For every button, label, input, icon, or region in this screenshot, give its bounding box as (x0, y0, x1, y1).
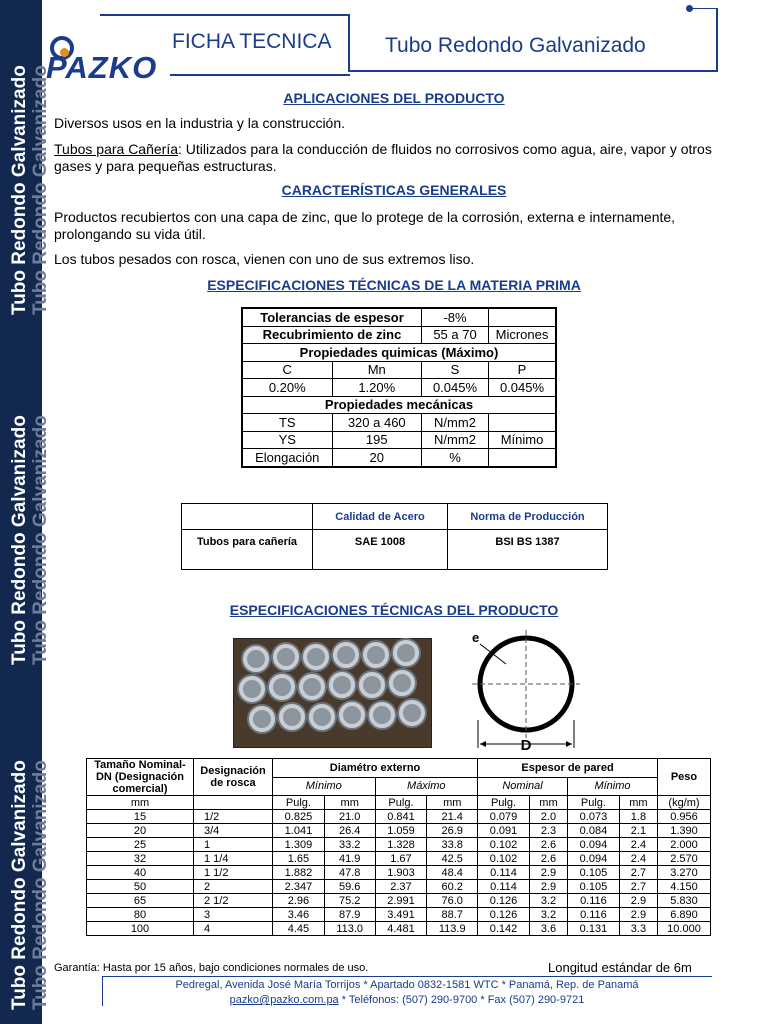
table-cell: 0.131 (567, 922, 619, 936)
table-cell: 2.991 (375, 894, 427, 908)
table-cell: 0.105 (567, 880, 619, 894)
table-cell: 1.67 (375, 852, 427, 866)
sidebar-band (0, 0, 51, 1024)
calidad-table (181, 503, 608, 570)
subheader-minimo: Mínimo (567, 777, 657, 796)
table-cell: 1.041 (273, 824, 325, 838)
table-cell: 0.114 (478, 880, 530, 894)
calidad-header: Calidad de Acero (313, 504, 448, 530)
pipe-cross-section-icon (466, 628, 586, 752)
sidebar-label-ghost: Tubo Redondo Galvanizado (30, 415, 51, 665)
pipe-section-diagram (466, 628, 586, 752)
table-cell: 59.6 (324, 880, 375, 894)
pipes-photo-graphic (234, 639, 431, 747)
table-cell: 33.2 (324, 838, 375, 852)
table-cell: 0.084 (567, 824, 619, 838)
quimicas-title: Propiedades quimicas (Máximo) (242, 344, 556, 362)
caracteristicas-p2: Los tubos pesados con rosca, vienen con uno de sus extremos liso. (54, 251, 475, 267)
unit-cell: mm (427, 796, 478, 810)
longitud-text: Longitud estándar de 6m (548, 960, 692, 975)
table-cell: 2.000 (658, 838, 711, 852)
table-cell: 113.0 (324, 922, 375, 936)
calidad-cell: BSI BS 1387 (448, 530, 608, 570)
quimica-value: 1.20% (332, 379, 422, 397)
header-rule (690, 8, 718, 9)
table-cell: 80 (87, 908, 194, 922)
table-cell: 3.491 (375, 908, 427, 922)
table-cell: 60.2 (427, 880, 478, 894)
table-cell: 0.114 (478, 866, 530, 880)
table-cell: 2.96 (273, 894, 325, 908)
table-cell: 2.6 (529, 838, 567, 852)
table-cell: 0.956 (658, 810, 711, 824)
product-specs-table (86, 758, 711, 936)
table-cell: 0.126 (478, 908, 530, 922)
table-cell: 1.328 (375, 838, 427, 852)
table-cell: 0.091 (478, 824, 530, 838)
table-cell: 0.116 (567, 894, 619, 908)
table-cell: 26.9 (427, 824, 478, 838)
unit-cell: Pulg. (375, 796, 427, 810)
table-cell: 4.45 (273, 922, 325, 936)
col-header-rosca: Designación de rosca (194, 759, 273, 796)
quimica-header: S (422, 361, 489, 379)
table-cell: 0.105 (567, 866, 619, 880)
garantia-text: Garantía: Hasta por 15 años, bajo condiciones normales de uso. (54, 962, 369, 974)
table-cell: 1.390 (658, 824, 711, 838)
table-cell: 0.079 (478, 810, 530, 824)
table-cell: 48.4 (427, 866, 478, 880)
table-cell: 50 (87, 880, 194, 894)
table-cell: 1.882 (273, 866, 325, 880)
sidebar-label: Tubo Redondo Galvanizado (9, 65, 30, 315)
table-cell: 3.6 (529, 922, 567, 936)
quimica-header: C (242, 361, 332, 379)
quimica-value: 0.045% (489, 379, 557, 397)
table-cell: 3.3 (619, 922, 657, 936)
calidad-header (182, 504, 313, 530)
table-cell: 75.2 (324, 894, 375, 908)
mecanica-cell: Mínimo (489, 431, 557, 449)
table-cell: 88.7 (427, 908, 478, 922)
table-cell: 21.4 (427, 810, 478, 824)
mecanica-cell: YS (242, 431, 332, 449)
header-rule (100, 14, 350, 16)
quimica-header: Mn (332, 361, 422, 379)
footer-rule (102, 976, 712, 977)
table-row (87, 894, 711, 908)
table-cell: 4.481 (375, 922, 427, 936)
col-header-tamano: Tamaño Nominal-DN (Designación comercial) (87, 759, 194, 796)
table-cell: 4 (194, 922, 273, 936)
table-cell: 15 (87, 810, 194, 824)
table-cell: 2.0 (529, 810, 567, 824)
table-cell: 0.142 (478, 922, 530, 936)
sidebar-label: Tubo Redondo Galvanizado (9, 760, 30, 1010)
table-cell: 32 (87, 852, 194, 866)
section-title-producto: ESPECIFICACIONES TÉCNICAS DEL PRODUCTO (229, 602, 559, 618)
tolerancia-blank (489, 308, 557, 326)
sidebar-label-ghost: Tubo Redondo Galvanizado (30, 760, 51, 1010)
table-cell: 3/4 (194, 824, 273, 838)
unit-cell: Pulg. (273, 796, 325, 810)
table-cell: 2.9 (529, 866, 567, 880)
mecanica-cell: 320 a 460 (332, 414, 422, 432)
table-cell: 1.65 (273, 852, 325, 866)
mecanica-cell: 195 (332, 431, 422, 449)
table-cell: 20 (87, 824, 194, 838)
table-cell: 2.7 (619, 880, 657, 894)
table-cell: 2.9 (619, 908, 657, 922)
mecanica-cell: TS (242, 414, 332, 432)
unit-cell: mm (324, 796, 375, 810)
zinc-value: 55 a 70 (422, 326, 489, 344)
unit-cell: mm (87, 796, 194, 810)
table-cell: 0.073 (567, 810, 619, 824)
table-cell: 1.903 (375, 866, 427, 880)
table-cell: 25 (87, 838, 194, 852)
calidad-cell: Tubos para cañería (182, 530, 313, 570)
mecanica-cell: % (422, 449, 489, 467)
table-cell: 21.0 (324, 810, 375, 824)
sidebar-label: Tubo Redondo Galvanizado (9, 415, 30, 665)
table-row (87, 838, 711, 852)
table-row (87, 922, 711, 936)
table-cell: 3.2 (529, 908, 567, 922)
table-cell: 87.9 (324, 908, 375, 922)
tolerancia-value: -8% (422, 308, 489, 326)
table-cell: 2.3 (529, 824, 567, 838)
table-cell: 3 (194, 908, 273, 922)
header-rule (170, 74, 350, 76)
unit-cell: Pulg. (478, 796, 530, 810)
table-row (87, 908, 711, 922)
table-cell: 47.8 (324, 866, 375, 880)
mecanica-cell: 20 (332, 449, 422, 467)
table-cell: 3.46 (273, 908, 325, 922)
caracteristicas-p1: Productos recubiertos con una capa de zinc, que lo protege de la corrosión, externa e internamente, prolongando su vida útil. (54, 209, 676, 242)
diagram-e-label: e (472, 630, 480, 645)
table-cell: 1.8 (619, 810, 657, 824)
table-cell: 3.2 (529, 894, 567, 908)
col-header-espesor: Espesor de pared (478, 759, 658, 778)
header-rule (348, 70, 718, 72)
table-cell: 2.7 (619, 866, 657, 880)
table-cell: 2.570 (658, 852, 711, 866)
table-cell: 42.5 (427, 852, 478, 866)
aplicaciones-p1: Diversos usos en la industria y la construcción. (54, 115, 346, 131)
mecanica-cell: N/mm2 (422, 431, 489, 449)
mecanica-cell (489, 414, 557, 432)
table-cell: 5.830 (658, 894, 711, 908)
ficha-tecnica-label: FICHA TECNICA (172, 30, 332, 53)
table-cell: 1/2 (194, 810, 273, 824)
calidad-header: Norma de Producción (448, 504, 608, 530)
table-cell: 0.116 (567, 908, 619, 922)
section-title-materia-prima: ESPECIFICACIONES TÉCNICAS DE LA MATERIA PRIMA (207, 277, 581, 293)
quimica-header: P (489, 361, 557, 379)
col-header-diametro: Diamétro externo (273, 759, 478, 778)
table-cell: 26.4 (324, 824, 375, 838)
subheader-nominal: Nominal (478, 777, 568, 796)
footer-address: Pedregal, Avenida José María Torrijos * Apartado 0832-1581 WTC * Panamá, Rep. de Panamá (175, 979, 639, 991)
pipes-photo (233, 638, 432, 748)
table-cell: 41.9 (324, 852, 375, 866)
tubos-canieria-label: Tubos para Cañería (54, 141, 178, 157)
mecanica-cell (489, 449, 557, 467)
tolerancia-label: Tolerancias de espesor (242, 308, 422, 326)
table-cell: 2 1/2 (194, 894, 273, 908)
table-cell: 2.9 (529, 880, 567, 894)
document-title: Tubo Redondo Galvanizado (385, 34, 646, 57)
pazko-logo (46, 36, 170, 84)
spec-rows (87, 810, 711, 936)
subheader-maximo: Máximo (375, 777, 478, 796)
table-cell: 2.37 (375, 880, 427, 894)
table-cell: 2.4 (619, 852, 657, 866)
units-row (87, 796, 711, 810)
table-cell: 33.8 (427, 838, 478, 852)
table-cell: 0.126 (478, 894, 530, 908)
aplicaciones-p2-text: : Utilizados para la conducción de fluidos no corrosivos como agua, aire, vapor y otros gases y para pequeñas estructuras. (54, 141, 712, 174)
table-cell: 3.270 (658, 866, 711, 880)
header-rule (716, 8, 718, 72)
table-row (87, 880, 711, 894)
sidebar-label-ghost: Tubo Redondo Galvanizado (30, 65, 51, 315)
mecanica-cell: Elongación (242, 449, 332, 467)
table-cell: 1.309 (273, 838, 325, 852)
section-title-caracteristicas: CARACTERÍSTICAS GENERALES (281, 182, 507, 198)
calidad-cell: SAE 1008 (313, 530, 448, 570)
table-cell: 10.000 (658, 922, 711, 936)
table-cell: 0.841 (375, 810, 427, 824)
table-cell: 2.347 (273, 880, 325, 894)
mecanica-cell: N/mm2 (422, 414, 489, 432)
footer-contact (102, 994, 712, 1006)
table-row (87, 824, 711, 838)
table-cell: 2.6 (529, 852, 567, 866)
header-rule (348, 14, 350, 72)
table-cell: 1 (194, 838, 273, 852)
aplicaciones-p2 (54, 141, 744, 175)
table-cell: 0.825 (273, 810, 325, 824)
table-cell: 2.1 (619, 824, 657, 838)
table-cell: 0.102 (478, 838, 530, 852)
table-cell: 1 1/4 (194, 852, 273, 866)
table-cell: 0.102 (478, 852, 530, 866)
unit-cell: mm (529, 796, 567, 810)
col-header-peso: Peso (658, 759, 711, 796)
mecanicas-title: Propiedades mecánicas (242, 396, 556, 414)
table-cell: 2.4 (619, 838, 657, 852)
table-cell: 6.890 (658, 908, 711, 922)
unit-cell: Pulg. (567, 796, 619, 810)
diagram-d-label: D (520, 737, 532, 754)
table-cell: 100 (87, 922, 194, 936)
table-cell: 1 1/2 (194, 866, 273, 880)
materia-prima-table (241, 307, 557, 468)
table-row (87, 866, 711, 880)
table-row (87, 852, 711, 866)
quimica-value: 0.20% (242, 379, 332, 397)
email-link[interactable]: pazko@pazko.com.pa (229, 994, 339, 1006)
zinc-unit: Micrones (489, 326, 557, 344)
zinc-label: Recubrimiento de zinc (242, 326, 422, 344)
table-cell: 113.9 (427, 922, 478, 936)
logo-wordmark: PAZKO (46, 50, 158, 85)
footer-phones: * Teléfonos: (507) 290-9700 * Fax (507) 290-9721 (338, 994, 585, 1006)
unit-cell: (kg/m) (658, 796, 711, 810)
table-cell: 2.9 (619, 894, 657, 908)
table-cell: 65 (87, 894, 194, 908)
table-cell: 0.094 (567, 838, 619, 852)
quimica-value: 0.045% (422, 379, 489, 397)
table-cell: 2 (194, 880, 273, 894)
table-cell: 4.150 (658, 880, 711, 894)
section-title-aplicaciones: APLICACIONES DEL PRODUCTO (283, 90, 505, 106)
table-cell: 1.059 (375, 824, 427, 838)
subheader-minimo: Mínimo (273, 777, 376, 796)
unit-cell: mm (619, 796, 657, 810)
table-cell: 40 (87, 866, 194, 880)
table-cell: 76.0 (427, 894, 478, 908)
table-row (87, 810, 711, 824)
table-cell: 0.094 (567, 852, 619, 866)
unit-cell (194, 796, 273, 810)
